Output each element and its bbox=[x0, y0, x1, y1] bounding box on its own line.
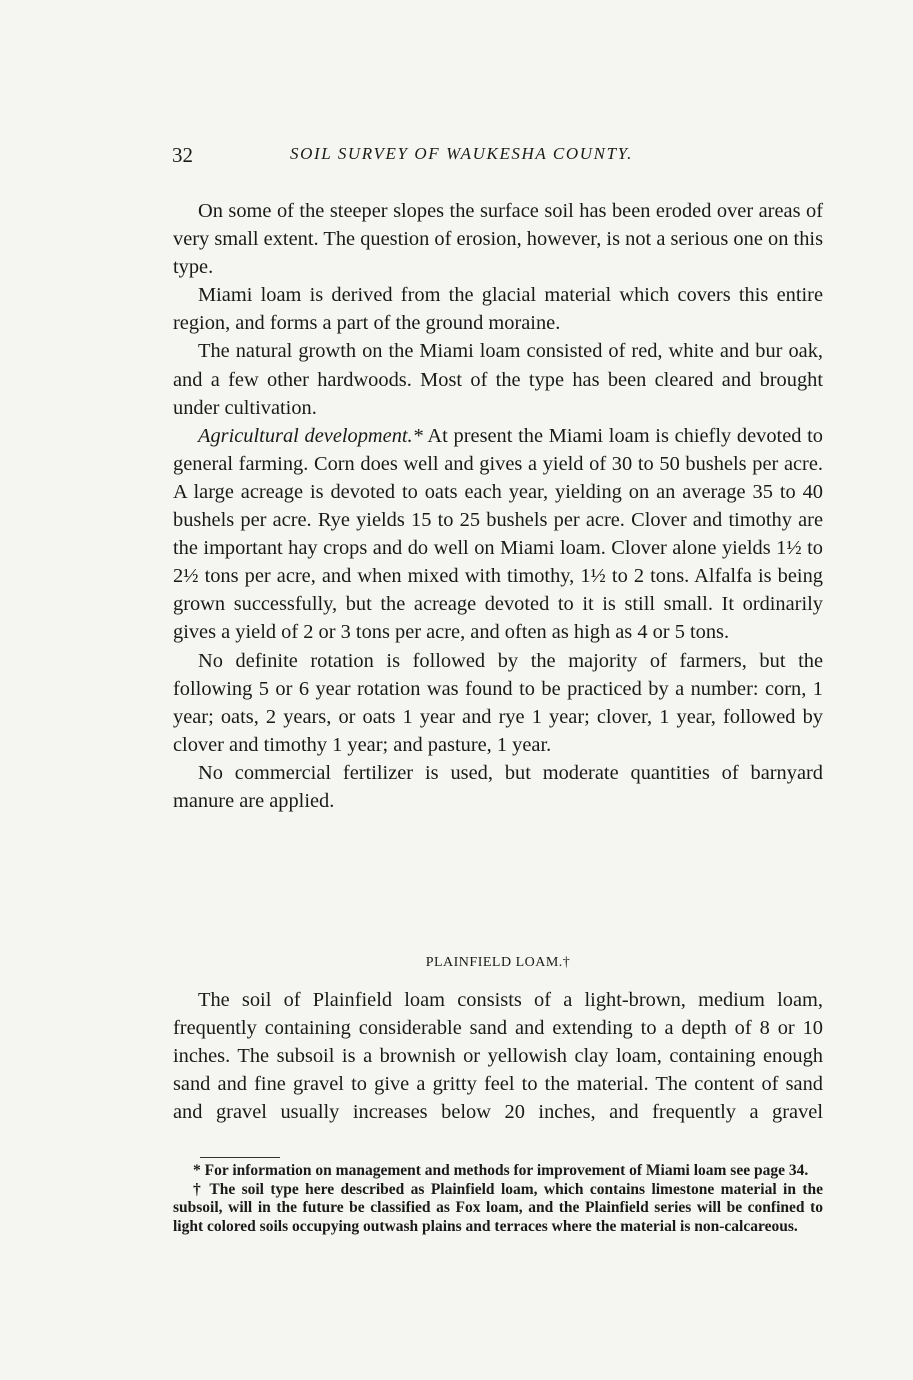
running-head: SOIL SURVEY OF WAUKESHA COUNTY. bbox=[290, 144, 633, 163]
paragraph-origin: Miami loam is derived from the glacial material which covers this entire region, and forms a part of the ground moraine. bbox=[173, 284, 823, 335]
paragraph-lead: Agricultural development.* bbox=[198, 424, 423, 447]
body-text bbox=[173, 197, 823, 815]
paragraph-natural-growth: The natural growth on the Miami loam consisted of red, white and bur oak, and a few other hardwoods. Most of the type has been cleared and brought under cultivation. bbox=[173, 340, 823, 419]
section-text bbox=[173, 986, 823, 1126]
page-header bbox=[172, 143, 822, 173]
footnote-divider bbox=[200, 1157, 280, 1158]
section-heading: PLAINFIELD LOAM.† bbox=[425, 955, 571, 970]
paragraph-agricultural-development bbox=[173, 422, 823, 647]
paragraph-fertilizer: No commercial fertilizer is used, but moderate quantities of barnyard manure are applied. bbox=[173, 761, 823, 812]
paragraph-plainfield-loam: The soil of Plainfield loam consists of a light-brown, medium loam, frequently containing considerable sand and extending to a depth of 8 or 10 inches. The subsoil is a brownish or yellowish clay loam, containing enough sand and fine gravel to give a gritty feel to the material. The content of sand and gravel usually increases below 20 inches, and frequently a gravel bbox=[173, 989, 823, 1124]
footnotes bbox=[173, 1162, 823, 1237]
paragraph-erosion: On some of the steeper slopes the surface soil has been eroded over areas of very small extent. The question of erosion, however, is not a serious one on this type. bbox=[173, 200, 823, 279]
paragraph-rotation: No definite rotation is followed by the majority of farmers, but the following 5 or 6 year rotation was found to be practiced by a number: corn, 1 year; oats, 2 years, or oats 1 year and rye 1 year; clover, 1 year, followed by clover and timothy 1 year; and pasture, 1 year. bbox=[173, 649, 823, 756]
page-number: 32 bbox=[172, 143, 193, 167]
footnote-1: * For information on management and methods for improvement of Miami loam see page 34. bbox=[193, 1162, 809, 1179]
paragraph-body: At present the Miami loam is chiefly devoted to general farming. Corn does well and gives a yield of 30 to 50 bushels per acre. A large acreage is devoted to oats each year, yielding on an average 35 to 40 bushels per acre. Rye yields 15 to 25 bushels per acre. Clover and timothy are the important hay crops and do well on Miami loam. Clover alone yields 1½ to 2½ tons per acre, and when mixed with timothy, 1½ to 2 tons. Alfalfa is being grown successfully, but the acreage devoted to it is still small. It ordinarily gives a yield of 2 or 3 tons per acre, and often as high as 4 or 5 tons. bbox=[173, 424, 824, 644]
footnote-2: † The soil type here described as Plainfield loam, which contains limestone material in the subsoil, will in the future be classified as Fox loam, and the Plainfield series will be confined to light colored soils occupying outwash plains and terraces where the material is non-calcareous. bbox=[173, 1180, 823, 1236]
